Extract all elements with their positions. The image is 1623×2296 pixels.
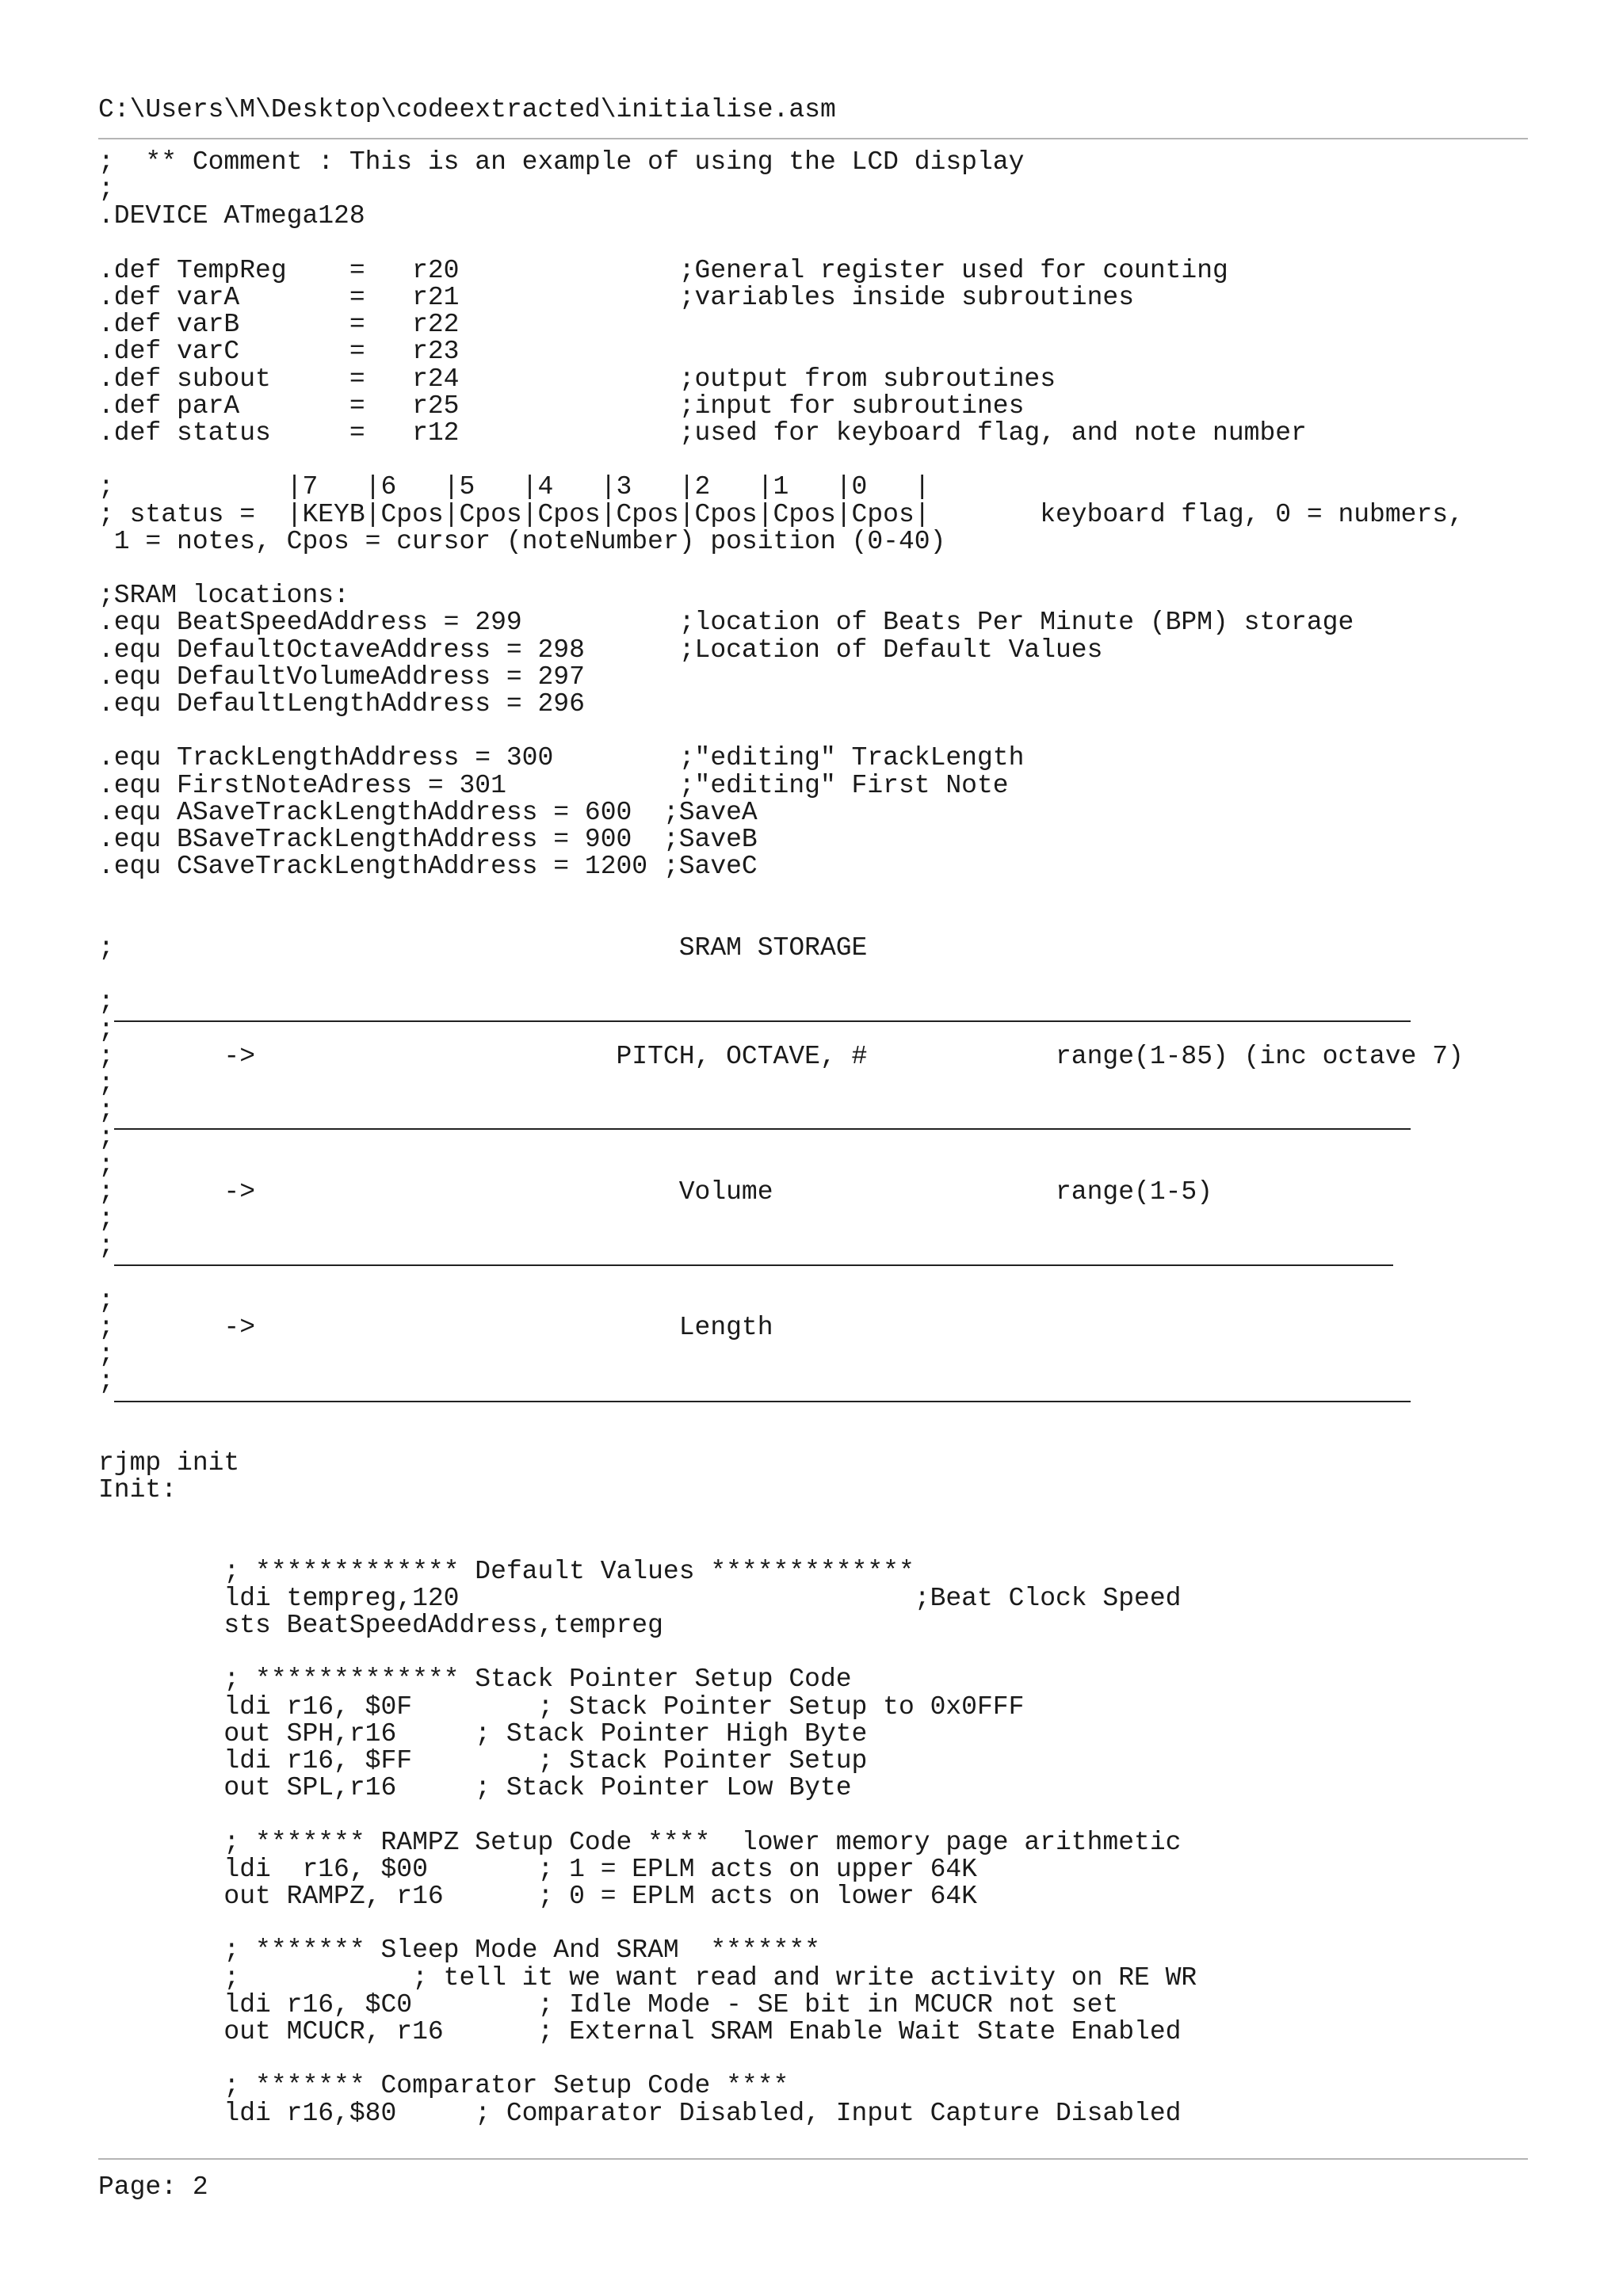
code-line: ; (98, 1096, 114, 1126)
code-line: ; (98, 1231, 114, 1261)
assembly-code-listing (98, 149, 1464, 2127)
code-line: ldi r16, $C0 ; Idle Mode - SE bit in MCUCR not set (98, 1989, 1119, 2019)
code-line: ldi r16, $0F ; Stack Pointer Setup to 0x0FFF (98, 1691, 1025, 1722)
code-line: ;SRAM locations: (98, 581, 349, 611)
code-line (98, 718, 1464, 745)
code-line: .def varA = r21 ;variables inside subroutines (98, 283, 1135, 313)
code-line: ; -> Volume range(1-5) (98, 1177, 1213, 1207)
code-line: ; ************* Stack Pointer Setup Code (98, 1665, 852, 1695)
code-line: .equ FirstNoteAdress = 301 ;"editing" First Note (98, 770, 1009, 800)
code-line (98, 880, 1464, 907)
code-line: .equ DefaultLengthAddress = 296 (98, 689, 585, 719)
header-divider (98, 138, 1528, 139)
code-line (98, 1639, 1464, 1666)
code-line: ; (98, 1150, 114, 1180)
code-line: .DEVICE ATmega128 (98, 201, 365, 231)
code-line: ; -> Length (98, 1312, 773, 1342)
code-line (98, 555, 1464, 582)
code-line (98, 1531, 1464, 1558)
code-line: ; (98, 1123, 114, 1153)
code-line: out RAMPZ, r16 ; 0 = EPLM acts on lower 64K (98, 1882, 977, 1911)
code-line (98, 2046, 1464, 2073)
code-line: sts BeatSpeedAddress,tempreg (98, 1610, 663, 1640)
code-line: ; (98, 987, 114, 1017)
code-line: ; (98, 1339, 114, 1369)
code-line: ; |7 |6 |5 |4 |3 |2 |1 |0 | (98, 472, 930, 502)
code-line: ; status = |KEYB|Cpos|Cpos|Cpos|Cpos|Cpos|Cpos|Cpos| keyboard flag, 0 = nubmers, (98, 499, 1464, 529)
code-line: 1 = notes, Cpos = cursor (noteNumber) position (0-40) (98, 526, 946, 556)
code-line: ; (98, 1285, 114, 1315)
code-line: ; (98, 1068, 114, 1098)
code-line: ldi r16, $00 ; 1 = EPLM acts on upper 64K (98, 1854, 977, 1884)
code-line (98, 1910, 1464, 1937)
code-line: ; ; tell it we want read and write activity on RE WR (98, 1962, 1197, 1993)
code-line: .equ BeatSpeedAddress = 299 ;location of Beats Per Minute (BPM) storage (98, 608, 1354, 638)
code-line: ; -> PITCH, OCTAVE, # range(1-85) (inc octave 7) (98, 1041, 1464, 1071)
code-line: rjmp init (98, 1447, 240, 1478)
table-rule (114, 1128, 1411, 1130)
footer-divider (98, 2158, 1528, 2160)
code-line: ldi r16, $FF ; Stack Pointer Setup (98, 1745, 868, 1775)
code-line (98, 962, 1464, 989)
code-line: Init: (98, 1474, 178, 1505)
code-line: ; ** Comment : This is an example of using the LCD display (98, 147, 1025, 177)
code-line: .def subout = r24 ;output from subroutines (98, 364, 1056, 394)
code-line (98, 1423, 1464, 1450)
code-line: ; ******* Sleep Mode And SRAM ******* (98, 1936, 820, 1966)
code-line: ; SRAM STORAGE (98, 933, 868, 963)
code-line: .def status = r12 ;used for keyboard flag, and note number (98, 418, 1307, 448)
code-line: out MCUCR, r16 ; External SRAM Enable Wait State Enabled (98, 2017, 1182, 2047)
code-line: .equ TrackLengthAddress = 300 ;"editing" TrackLength (98, 743, 1025, 773)
code-line: .def TempReg = r20 ;General register used for counting (98, 255, 1228, 285)
code-line: ; ******* Comparator Setup Code **** (98, 2071, 789, 2101)
code-line (98, 231, 1464, 257)
file-path-header: C:\Users\M\Desktop\codeextracted\initialise.asm (98, 95, 836, 124)
code-line: .equ BSaveTrackLengthAddress = 900 ;SaveB (98, 825, 758, 855)
code-line: .equ DefaultVolumeAddress = 297 (98, 662, 585, 692)
code-line: .def varB = r22 (98, 310, 460, 340)
code-line: ; (98, 1014, 114, 1044)
code-line: .equ ASaveTrackLengthAddress = 600 ;SaveA (98, 797, 758, 827)
code-line: ldi tempreg,120 ;Beat Clock Speed (98, 1583, 1182, 1613)
code-line (98, 908, 1464, 935)
code-line: .equ CSaveTrackLengthAddress = 1200 ;SaveC (98, 852, 758, 882)
code-line (98, 1395, 1464, 1422)
code-line: ; ******* RAMPZ Setup Code **** lower memory page arithmetic (98, 1827, 1182, 1857)
code-line (98, 447, 1464, 474)
code-line: .equ DefaultOctaveAddress = 298 ;Location of Default Values (98, 635, 1103, 665)
code-line: ; (98, 1203, 114, 1234)
code-line (98, 1802, 1464, 1829)
code-line: .def varC = r23 (98, 337, 460, 367)
table-rule (114, 1020, 1411, 1022)
table-rule (114, 1401, 1411, 1402)
code-line: .def parA = r25 ;input for subroutines (98, 391, 1025, 421)
code-line: out SPH,r16 ; Stack Pointer High Byte (98, 1718, 868, 1749)
table-rule (114, 1264, 1393, 1266)
code-line: out SPL,r16 ; Stack Pointer Low Byte (98, 1773, 852, 1803)
code-line: ; (98, 1367, 114, 1397)
page-number: Page: 2 (98, 2172, 208, 2202)
code-line (98, 1504, 1464, 1531)
code-line: ldi r16,$80 ; Comparator Disabled, Input Capture Disabled (98, 2098, 1182, 2128)
code-line: ; ************* Default Values ************* (98, 1556, 915, 1586)
code-line: ; (98, 174, 114, 204)
